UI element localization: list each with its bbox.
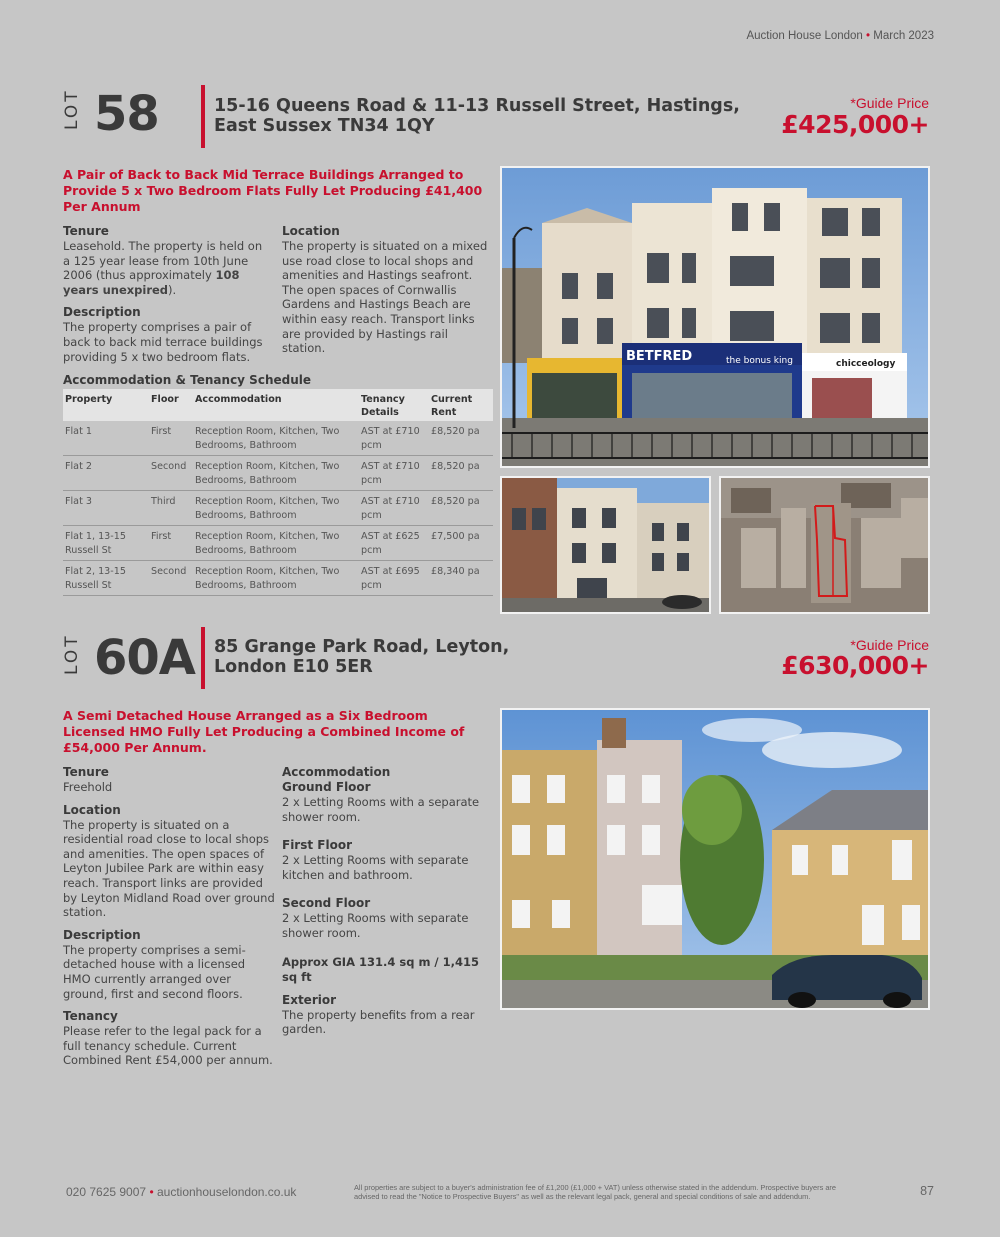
lot-divider: [201, 85, 205, 148]
tenure-text: Freehold: [63, 780, 113, 794]
issue-date: March 2023: [873, 30, 934, 42]
footer-separator: •: [149, 1185, 154, 1199]
table-cell: AST at £710 pcm: [359, 491, 429, 526]
table-cell: Flat 2: [63, 456, 149, 491]
table-cell: £8,520 pa: [429, 491, 493, 526]
table-cell: AST at £625 pcm: [359, 526, 429, 561]
first-floor-text: 2 x Letting Rooms with separate kitchen and bathroom.: [282, 853, 469, 882]
accommodation-heading: Accommodation: [282, 765, 391, 779]
table-cell: Flat 1, 13-15 Russell St: [63, 526, 149, 561]
guide-price: £425,000+: [781, 110, 929, 139]
table-cell: Reception Room, Kitchen, Two Bedrooms, Bathroom: [193, 526, 359, 561]
table-cell: Second: [149, 456, 193, 491]
lot-label: LOT: [62, 633, 82, 675]
location-text: The property is situated on a residential road close to local shops and amenities. The open spaces of Leyton Jubilee Park are within easy reach. Transport links are provided by Leyton Midland Road over ground station.: [63, 817, 275, 920]
tenure-heading: Tenure: [63, 765, 109, 779]
table-cell: Reception Room, Kitchen, Two Bedrooms, Bathroom: [193, 456, 359, 491]
exterior-heading: Exterior: [282, 992, 337, 1007]
page-number: 87: [920, 1184, 934, 1198]
column-header: Current Rent: [429, 389, 493, 421]
table-row: [63, 491, 493, 526]
address-line-2: East Sussex TN34 1QY: [214, 116, 435, 136]
table-cell: Reception Room, Kitchen, Two Bedrooms, Bathroom: [193, 491, 359, 526]
table-cell: Reception Room, Kitchen, Two Bedrooms, Bathroom: [193, 421, 359, 456]
table-cell: Flat 2, 13-15 Russell St: [63, 561, 149, 596]
first-floor-heading: First Floor: [282, 838, 353, 853]
shop-sign-chic: chicceology: [836, 359, 896, 369]
footer-contact: [66, 1185, 296, 1199]
table-cell: Third: [149, 491, 193, 526]
column-header: Property: [63, 389, 149, 421]
table-cell: Reception Room, Kitchen, Two Bedrooms, Bathroom: [193, 561, 359, 596]
table-cell: AST at £695 pcm: [359, 561, 429, 596]
schedule-heading: Accommodation & Tenancy Schedule: [63, 373, 312, 387]
shop-sign-bonus: the bonus king: [726, 356, 793, 366]
column-header: Tenancy Details: [359, 389, 429, 421]
table-cell: Second: [149, 561, 193, 596]
location-heading: Location: [282, 224, 340, 238]
shop-sign-betfred: BETFRED: [626, 349, 693, 364]
right-column: [282, 224, 490, 356]
page-header: [746, 30, 934, 42]
guide-price: £630,000+: [781, 651, 929, 680]
location-text: The property is situated on a mixed use road close to local shops and amenities and Hastings seafront. The open spaces of Cornwallis Gardens and Hastings Beach are within easy reach. Transport links are provided by Hastings rail station.: [282, 239, 488, 356]
tenure-heading: Tenure: [63, 224, 109, 238]
description-text: The property comprises a semi-detached house with a licensed HMO currently arranged over ground, first and second floors.: [63, 942, 246, 1001]
table-cell: £8,340 pa: [429, 561, 493, 596]
exterior-text: The property benefits from a rear garden.: [282, 1007, 475, 1037]
lot-label: LOT: [62, 88, 82, 130]
gia-text: Approx GIA 131.4 sq m / 1,415 sq ft: [282, 954, 480, 984]
description-text: The property comprises a pair of back to back mid terrace buildings providing 5 x two bedroom flats.: [63, 320, 263, 364]
table-cell: £8,520 pa: [429, 421, 493, 456]
table-row: [63, 456, 493, 491]
lot-headline: A Pair of Back to Back Mid Terrace Buildings Arranged to Provide 5 x Two Bedroom Flats Fully Let Producing £41,400 Per Annum: [63, 167, 483, 214]
table-cell: AST at £710 pcm: [359, 456, 429, 491]
tenancy-text: Please refer to the legal pack for a full tenancy schedule. Current Combined Rent £54,000 per annum.: [63, 1024, 273, 1068]
table-cell: Flat 3: [63, 491, 149, 526]
table-header-row: [63, 389, 493, 421]
table-cell: First: [149, 526, 193, 561]
table-cell: £7,500 pa: [429, 526, 493, 561]
property-photo-main: [500, 166, 930, 468]
header-separator: •: [866, 30, 871, 42]
table-cell: AST at £710 pcm: [359, 421, 429, 456]
second-floor-text: 2 x Letting Rooms with separate shower room.: [282, 911, 469, 940]
guide-price-label: *Guide Price: [850, 95, 929, 111]
lot-headline: A Semi Detached House Arranged as a Six Bedroom Licensed HMO Fully Let Producing a Combined Income of £54,000 Per Annum.: [63, 708, 465, 755]
column-header: Accommodation: [193, 389, 359, 421]
footer-disclaimer: All properties are subject to a buyer's administration fee of £1,200 (£1,000 + VAT) unless otherwise stated in the addendum. Prospective buyers are advised to read the "Notice to Prospective Buyers" as well as the relevant legal pack, general and special conditions of sale and addendum.: [354, 1183, 836, 1201]
property-photo-aerial: [719, 476, 930, 614]
location-heading: Location: [63, 802, 121, 817]
tenancy-schedule: [63, 389, 493, 596]
table-row: [63, 526, 493, 561]
property-photo-main: [500, 708, 930, 1010]
ground-floor-text: 2 x Letting Rooms with a separate shower room.: [282, 795, 480, 824]
column-header: Floor: [149, 389, 193, 421]
lot-address: [214, 96, 774, 136]
left-column: [63, 224, 268, 364]
tenure-text: Leasehold. The property is held on a 125 year lease from 10th June 2006 (thus approximately 108 years unexpired).: [63, 239, 263, 297]
table-cell: £8,520 pa: [429, 456, 493, 491]
left-column: [63, 765, 275, 1068]
publisher-name: Auction House London: [746, 30, 863, 42]
table-row: [63, 421, 493, 456]
table-cell: First: [149, 421, 193, 456]
property-photo-rear: [500, 476, 711, 614]
lot-number: 60A: [94, 630, 195, 686]
address-line-1: 85 Grange Park Road, Leyton,: [214, 637, 510, 657]
table-row: [63, 561, 493, 596]
right-column: [282, 765, 494, 1037]
guide-price-label: *Guide Price: [850, 637, 929, 653]
address-line-2: London E10 5ER: [214, 657, 373, 677]
footer-phone[interactable]: 020 7625 9007: [66, 1185, 147, 1199]
description-heading: Description: [63, 927, 141, 942]
lot-number: 58: [94, 86, 159, 142]
address-line-1: 15-16 Queens Road & 11-13 Russell Street, Hastings,: [214, 96, 740, 116]
lot-divider: [201, 627, 205, 689]
table-cell: Flat 1: [63, 421, 149, 456]
ground-floor-heading: Ground Floor: [282, 780, 371, 794]
description-heading: Description: [63, 305, 141, 320]
schedule-table: [63, 389, 493, 596]
second-floor-heading: Second Floor: [282, 896, 371, 911]
lot-address: [214, 637, 614, 677]
tenancy-heading: Tenancy: [63, 1009, 118, 1024]
footer-website-link[interactable]: auctionhouselondon.co.uk: [156, 1185, 297, 1199]
